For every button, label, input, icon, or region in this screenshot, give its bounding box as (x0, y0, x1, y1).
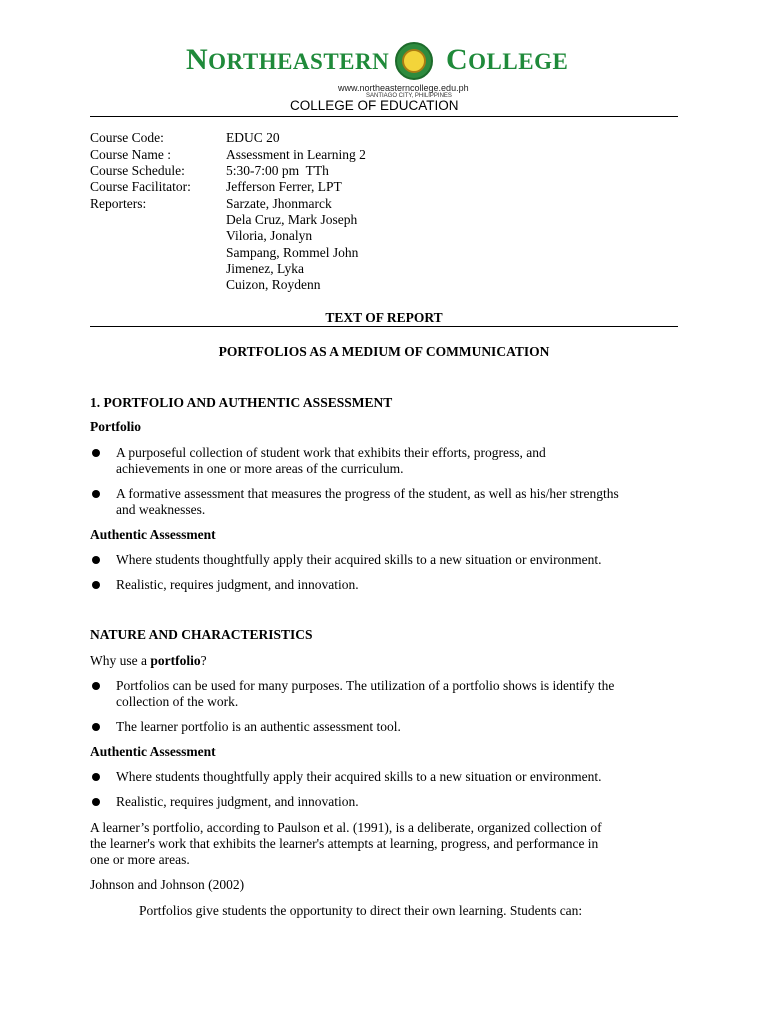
reporter-item: Sarzate, Jhonmarck (226, 196, 332, 211)
paragraph-line: the learner's work that exhibits the learner's attempts at learning, progress, and performance in (90, 836, 599, 851)
bullet-text: The learner portfolio is an authentic assessment tool. (116, 719, 401, 734)
course-name-value: Assessment in Learning 2 (226, 147, 366, 162)
report-divider (90, 326, 678, 327)
authentic-assessment-heading-2: Authentic Assessment (90, 744, 216, 759)
johnson-citation: Johnson and Johnson (2002) (90, 877, 245, 892)
bullet-text (116, 445, 681, 477)
reporter-item: Sampang, Rommel John (226, 245, 359, 260)
bullet-line: A formative assessment that measures the progress of the student, as well as his/her strengths (116, 486, 619, 501)
paragraph-line: A learner’s portfolio, according to Paulson et al. (1991), is a deliberate, organized collection of (90, 820, 602, 835)
bullet-line: collection of the work. (116, 694, 239, 709)
bullet-line: Portfolios can be used for many purposes. The utilization of a portfolio shows is identify the (116, 678, 615, 693)
paragraph-line: one or more areas. (90, 852, 190, 867)
logo-letter-n: N (186, 43, 209, 76)
logo-letters-orth: ORTHEASTERN (208, 49, 390, 74)
bullet-text (116, 678, 681, 710)
bullet-icon (92, 682, 100, 690)
course-name-label: Course Name : (90, 147, 171, 162)
bullet-icon (92, 490, 100, 498)
reporter-item: Cuizon, Roydenn (226, 277, 321, 292)
bullet-text: Where students thoughtfully apply their acquired skills to a new situation or environment. (116, 552, 602, 567)
department-title: COLLEGE OF EDUCATION (290, 98, 459, 113)
course-facilitator-label: Course Facilitator: (90, 179, 191, 194)
bullet-line: A purposeful collection of student work that exhibits their efforts, progress, and (116, 445, 546, 460)
college-seal-icon (395, 42, 433, 80)
seal-inner-icon (402, 49, 426, 73)
reporter-item: Viloria, Jonalyn (226, 228, 313, 243)
bullet-icon (92, 798, 100, 806)
course-facilitator-value: Jefferson Ferrer, LPT (226, 179, 342, 194)
bullet-line: and weaknesses. (116, 502, 206, 517)
section1-heading: 1. PORTFOLIO AND AUTHENTIC ASSESSMENT (90, 395, 393, 410)
bullet-line: achievements in one or more areas of the curriculum. (116, 461, 404, 476)
johnson-statement: Portfolios give students the opportunity to direct their own learning. Students can: (139, 903, 583, 918)
header-divider (90, 116, 678, 117)
why-suffix: ? (200, 653, 207, 668)
portfolio-heading: Portfolio (90, 419, 141, 434)
reporter-item: Jimenez, Lyka (226, 261, 304, 276)
college-name-first (186, 43, 389, 77)
college-website: www.northeasterncollege.edu.ph (338, 83, 469, 93)
bullet-icon (92, 581, 100, 589)
bullet-text: Realistic, requires judgment, and innovation. (116, 794, 359, 809)
college-name-second (446, 43, 568, 77)
bullet-text: Where students thoughtfully apply their acquired skills to a new situation or environment. (116, 769, 602, 784)
nature-heading: NATURE AND CHARACTERISTICS (90, 627, 313, 642)
why-bold-word: portfolio (150, 653, 201, 668)
bullet-icon (92, 556, 100, 564)
course-code-value: EDUC 20 (226, 130, 280, 145)
why-prefix: Why use a (90, 653, 151, 668)
logo-letters-ollege: OLLEGE (468, 49, 569, 74)
course-code-label: Course Code: (90, 130, 164, 145)
bullet-icon (92, 723, 100, 731)
logo-letter-c: C (446, 43, 469, 76)
bullet-text: Realistic, requires judgment, and innovation. (116, 577, 359, 592)
report-heading: TEXT OF REPORT (325, 310, 443, 325)
college-location: SANTIAGO CITY, PHILIPPINES (366, 93, 452, 99)
reporters-label: Reporters: (90, 196, 147, 211)
course-schedule-value: 5:30-7:00 pm TTh (226, 163, 329, 178)
authentic-assessment-heading: Authentic Assessment (90, 527, 216, 542)
bullet-icon (92, 773, 100, 781)
bullet-icon (92, 449, 100, 457)
paulson-paragraph (90, 820, 680, 868)
report-title: PORTFOLIOS AS A MEDIUM OF COMMUNICATION (218, 344, 550, 359)
course-schedule-label: Course Schedule: (90, 163, 185, 178)
why-use-question (90, 653, 207, 669)
bullet-text (116, 486, 681, 518)
reporter-item: Dela Cruz, Mark Joseph (226, 212, 358, 227)
